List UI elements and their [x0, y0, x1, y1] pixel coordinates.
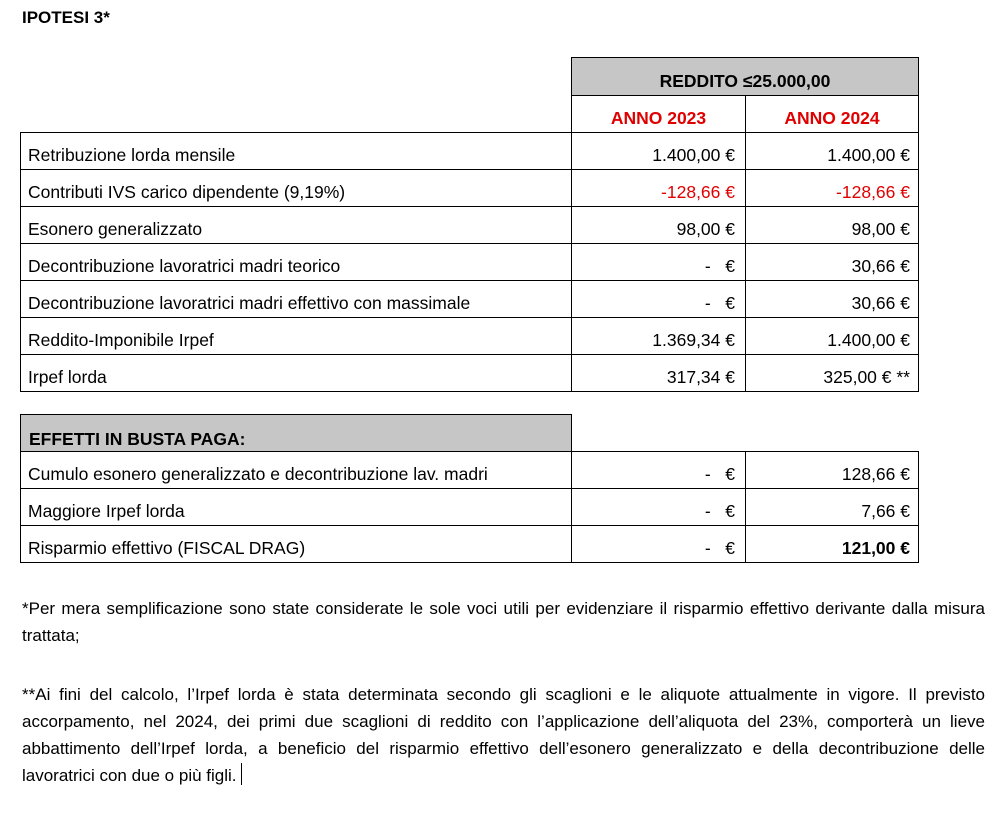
table-border: [20, 562, 919, 563]
effects-table: [20, 451, 919, 563]
value-2024: 1.400,00 €: [827, 330, 910, 350]
table-border: [20, 451, 21, 563]
value-2024: 128,66 €: [841, 464, 910, 484]
footnote-2-text: **Ai fini del calcolo, l’Irpef lorda è stata determinata secondo gli scaglioni e le aliquote attualmente in vigore. Il previsto accorpamento, nel 2024, dei primi due scaglioni di reddito con l’applicazione dell’aliquota del 23%, comporterà un lieve abbattimento dell’Irpef lorda, a beneficio del risparmio effettivo dell’esonero generalizzato e della decontribuzione delle lavoratrici con due o più figli.: [22, 685, 985, 785]
year-2023-label: ANNO 2023: [610, 108, 707, 128]
document-title: IPOTESI 3*: [22, 8, 110, 27]
value-2024: 1.400,00 €: [827, 145, 910, 165]
table-border: [20, 391, 919, 392]
row-label: Risparmio effettivo (FISCAL DRAG): [28, 538, 306, 558]
value-2023: -128,66 €: [661, 182, 735, 202]
footnote-2: [22, 681, 985, 789]
value-2023: 1.400,00 €: [652, 145, 735, 165]
row-label: Irpef lorda: [28, 367, 107, 387]
year-2024-label: ANNO 2024: [784, 108, 880, 128]
value-2023: 98,00 €: [676, 219, 735, 239]
income-group-header: [571, 57, 919, 96]
main-table: [20, 132, 919, 392]
value-2024: 30,66 €: [851, 256, 910, 276]
row-label: Maggiore Irpef lorda: [28, 501, 185, 521]
table-border: [20, 243, 919, 244]
table-border: [20, 354, 919, 355]
row-label: Reddito-Imponibile Irpef: [28, 330, 214, 350]
table-border: [20, 525, 919, 526]
row-label: Esonero generalizzato: [28, 219, 203, 239]
effects-title: EFFETTI IN BUSTA PAGA:: [29, 429, 246, 449]
value-2023: - €: [704, 464, 735, 484]
value-2024: 98,00 €: [851, 219, 910, 239]
row-label: Contributi IVS carico dipendente (9,19%): [28, 182, 346, 202]
row-label: Decontribuzione lavoratrici madri teorico: [28, 256, 341, 276]
value-2024: 121,00 €: [841, 538, 910, 558]
value-2024: 325,00 € **: [823, 367, 910, 387]
value-2024: 30,66 €: [851, 293, 910, 313]
row-label: Retribuzione lorda mensile: [28, 145, 236, 165]
value-2023: - €: [704, 538, 735, 558]
value-2024: 7,66 €: [861, 501, 910, 521]
row-label: Decontribuzione lavoratrici madri effettivo con massimale: [28, 293, 471, 313]
value-2023: - €: [704, 293, 735, 313]
year-2023-header: [571, 95, 746, 133]
value-2023: 1.369,34 €: [652, 330, 735, 350]
income-group-label: REDDITO ≤25.000,00: [659, 71, 831, 91]
table-border: [20, 451, 919, 452]
table-border: [20, 317, 919, 318]
value-2023: - €: [704, 256, 735, 276]
table-border: [20, 132, 21, 392]
footnote-1: *Per mera semplificazione sono state considerate le sole voci utili per evidenziare il risparmio effettivo derivante dalla misura trattata;: [22, 599, 985, 645]
table-border: [20, 206, 919, 207]
value-2024: -128,66 €: [836, 182, 910, 202]
value-2023: 317,34 €: [666, 367, 735, 387]
table-border: [20, 488, 919, 489]
text-cursor: [241, 763, 242, 785]
row-label: Cumulo esonero generalizzato e decontribuzione lav. madri: [28, 464, 488, 484]
table-border: [20, 132, 919, 133]
table-border: [20, 280, 919, 281]
effects-header: [20, 414, 572, 452]
value-2023: - €: [704, 501, 735, 521]
year-2024-header: [745, 95, 919, 133]
table-border: [918, 132, 919, 392]
table-border: [20, 169, 919, 170]
table-border: [918, 451, 919, 563]
